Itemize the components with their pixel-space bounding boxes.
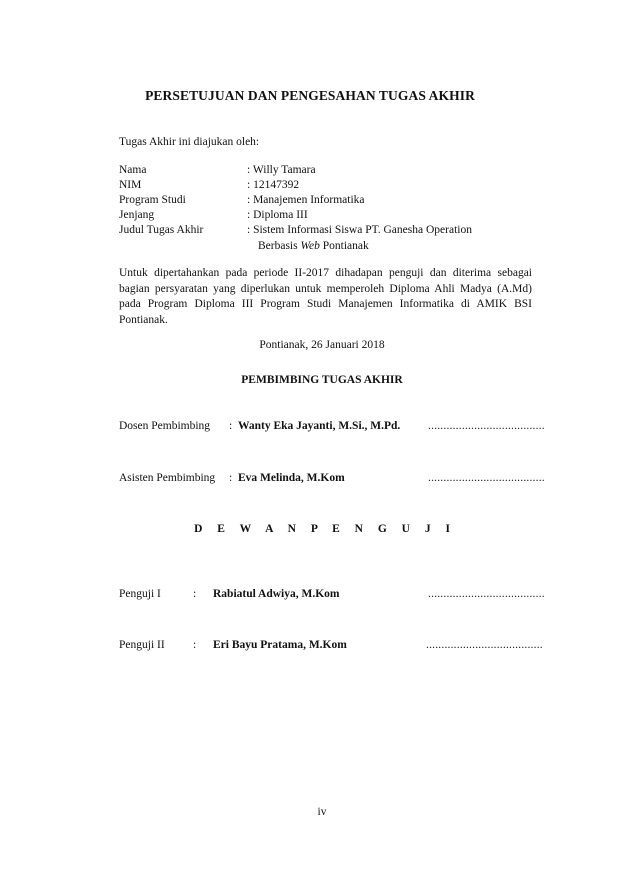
- submission-paragraph: Untuk dipertahankan pada periode II-2017 dihadapan penguji dan diterima sebagai bagian persyaratan yang diperlukan untuk memperoleh Diploma Ahli Madya (A.Md) pada Program Diploma III Program Studi Manajemen Informatika di AMIK BSI Pontianak.: [119, 267, 532, 326]
- identity-value-thesis-title: : Sistem Informasi Siswa PT. Ganesha Operation: [247, 224, 472, 236]
- examiner-heading: D E W A N P E N G U J I: [194, 523, 450, 535]
- advisor-label: Dosen Pembimbing: [119, 420, 211, 432]
- identity-value-program: : Manajemen Informatika: [247, 194, 365, 206]
- page-number: iv: [317, 806, 327, 818]
- identity-label-thesis-title: Judul Tugas Akhir: [119, 224, 204, 236]
- page-title: PERSETUJUAN DAN PENGESAHAN TUGAS AKHIR: [145, 88, 475, 103]
- thesis-title-line2-italic: Web: [300, 240, 320, 252]
- examiner-2-colon: :: [193, 639, 197, 651]
- thesis-title-line2-post: Pontianak: [319, 240, 369, 252]
- identity-label-nim: NIM: [119, 179, 142, 191]
- advisor-colon: :: [229, 420, 233, 432]
- identity-label-program: Program Studi: [119, 194, 186, 206]
- advisor-name: Wanty Eka Jayanti, M.Si., M.Pd.: [238, 420, 401, 432]
- examiner-1-name: Rabiatul Adwiya, M.Kom: [213, 588, 340, 600]
- thesis-title-line2: [258, 240, 369, 252]
- city-date: Pontianak, 26 Januari 2018: [259, 339, 385, 351]
- examiner-2-name: Eri Bayu Pratama, M.Kom: [213, 639, 347, 651]
- examiner-1-colon: :: [193, 588, 197, 600]
- identity-value-nim: : 12147392: [247, 179, 300, 191]
- examiner-1-signature-line: ......................................: [428, 588, 545, 600]
- advisor-signature-line: ......................................: [428, 420, 545, 432]
- identity-label-level: Jenjang: [119, 209, 155, 221]
- examiner-2-signature-line: ......................................: [426, 639, 543, 651]
- identity-value-name: : Willy Tamara: [247, 164, 316, 176]
- examiner-1-label: Penguji I: [119, 588, 161, 600]
- advisor-heading: PEMBIMBING TUGAS AKHIR: [241, 374, 403, 386]
- thesis-title-line2-pre: Berbasis: [258, 240, 301, 252]
- assistant-advisor-name: Eva Melinda, M.Kom: [238, 472, 345, 484]
- assistant-advisor-colon: :: [229, 472, 233, 484]
- assistant-advisor-signature-line: ......................................: [428, 472, 545, 484]
- identity-value-level: : Diploma III: [247, 209, 308, 221]
- assistant-advisor-label: Asisten Pembimbing: [119, 472, 216, 484]
- identity-label-name: Nama: [119, 164, 147, 176]
- intro-text: Tugas Akhir ini diajukan oleh:: [119, 136, 260, 148]
- examiner-2-label: Penguji II: [119, 639, 165, 651]
